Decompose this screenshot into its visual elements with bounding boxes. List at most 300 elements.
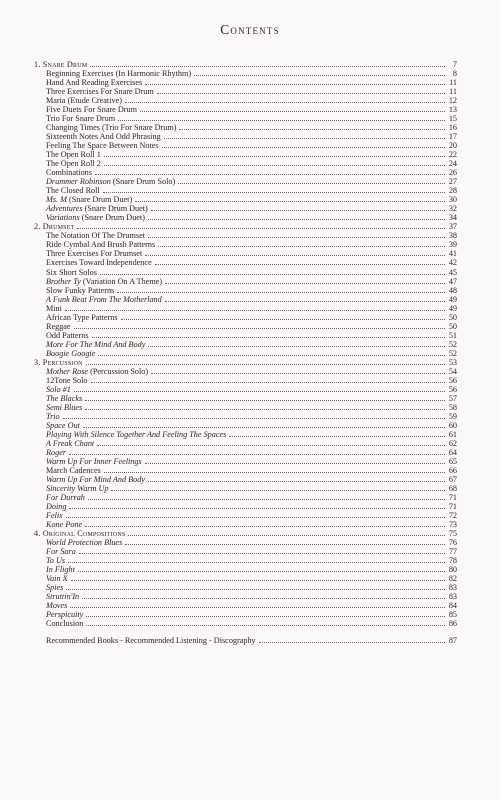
- dot-leader: [74, 391, 445, 392]
- dot-leader: [148, 346, 445, 347]
- toc-entry-title: Trio: [46, 411, 60, 421]
- dot-leader: [117, 292, 445, 293]
- dot-leader: [194, 75, 445, 76]
- toc-entry-label: [46, 601, 68, 610]
- toc-entry-title: Hand And Reading Exercises: [46, 78, 143, 87]
- toc-entry-title: March Cadences: [46, 465, 101, 475]
- toc-entry: [46, 268, 457, 277]
- toc-entry-title: Perspicuity: [46, 610, 84, 620]
- dot-leader: [104, 472, 445, 473]
- toc-entry-title: Playing With Silence Together And Feeling The Spaces: [46, 429, 227, 439]
- toc-entry-label: [46, 322, 72, 331]
- toc-page-number: 80: [448, 565, 457, 575]
- toc-page-number: 62: [448, 438, 457, 448]
- toc-entry: [46, 493, 457, 502]
- toc-entry-title: The Closed Roll: [46, 186, 100, 196]
- toc-entry-label: [46, 636, 257, 645]
- toc-entry-label: [46, 69, 192, 78]
- toc-entry-label: [46, 258, 153, 267]
- dot-leader: [69, 454, 445, 455]
- toc-entry-subtitle: (Variation On A Theme): [80, 276, 163, 286]
- toc-entry-label: [46, 105, 138, 114]
- toc-page-number: 71: [448, 502, 457, 511]
- toc-entry-title: Recommended Books - Recommended Listening - Discography: [46, 636, 256, 646]
- toc-page-number: 7: [452, 60, 457, 69]
- toc-entry: [46, 123, 457, 132]
- toc-entry: [46, 150, 457, 159]
- dot-leader: [229, 436, 445, 437]
- toc-entry-title: 1. Snare Drum: [34, 60, 88, 69]
- toc-entry-title: Beginning Exercises (In Harmonic Rhythm): [46, 69, 192, 78]
- toc-entry-title: Exercises Toward Independence: [46, 258, 152, 268]
- dot-leader: [164, 138, 445, 139]
- toc-entry: [46, 448, 457, 457]
- toc-entry: [46, 96, 457, 105]
- toc-entry-title: Three Exercises For Snare Drum: [46, 87, 154, 97]
- toc-entry-label: [46, 150, 102, 159]
- toc-entry-title: 4. Original Compositions: [34, 529, 126, 538]
- toc-entry: [46, 141, 457, 150]
- dot-leader: [66, 589, 445, 590]
- toc-entry-label: [46, 565, 76, 574]
- toc-page-number: 56: [448, 375, 457, 385]
- toc-page-number: 16: [448, 123, 457, 133]
- toc-entry-title: Six Short Solos: [46, 267, 97, 277]
- toc-page-number: 77: [448, 547, 457, 557]
- dot-leader: [148, 481, 445, 482]
- toc-entry-title: Sixteenth Notes And Odd Phrasing: [46, 132, 161, 142]
- dot-leader: [98, 355, 445, 356]
- toc-entry-label: [46, 619, 84, 628]
- toc-entry-label: [46, 213, 146, 222]
- dot-leader: [91, 382, 445, 383]
- toc-entry-label: [46, 439, 95, 448]
- toc-entry-label: [46, 484, 109, 493]
- toc-page-number: 26: [448, 168, 457, 178]
- dot-leader: [104, 165, 445, 166]
- toc-entry: [46, 78, 457, 87]
- toc-entry: [46, 177, 457, 186]
- toc-entry-title: Slow Funky Patterns: [46, 285, 115, 295]
- toc-page-number: 30: [448, 195, 457, 205]
- dot-leader: [162, 147, 445, 148]
- toc-entry: [46, 204, 457, 213]
- dot-leader: [118, 120, 445, 121]
- toc-entry: [46, 195, 457, 204]
- toc-entry: [46, 394, 457, 403]
- dot-leader: [151, 373, 445, 374]
- dot-leader: [79, 553, 445, 554]
- dot-leader: [165, 301, 445, 302]
- dot-leader: [69, 508, 445, 509]
- toc-entry: [46, 313, 457, 322]
- toc-entry-label: [46, 493, 86, 502]
- toc-entry-label: [46, 511, 64, 520]
- toc-entry: [46, 87, 457, 96]
- toc-entry: [46, 132, 457, 141]
- toc-entry-title: Space Out: [46, 420, 80, 430]
- dot-leader: [140, 111, 445, 112]
- toc-page-number: 50: [448, 321, 457, 331]
- toc-section-heading: [34, 60, 457, 69]
- toc-entry: [46, 412, 457, 421]
- toc-entry-label: [46, 538, 123, 547]
- toc-entry: [46, 547, 457, 556]
- toc-entry-title: The Notation Of The Drumset: [46, 231, 145, 241]
- toc-entry-label: [46, 87, 155, 96]
- toc-entry-title: A Funk Beat From The Motherland: [46, 294, 162, 304]
- toc-entry-label: [34, 60, 88, 69]
- dot-leader: [97, 445, 445, 446]
- dot-leader: [178, 183, 445, 184]
- toc-page-number: 78: [448, 556, 457, 566]
- toc-entry-label: [46, 231, 146, 240]
- toc-section-heading: [34, 222, 457, 231]
- toc-page-number: 68: [448, 483, 457, 493]
- toc-entry-title: Drummer Robinson: [46, 177, 111, 187]
- dot-leader: [78, 571, 445, 572]
- toc-entry: [46, 231, 457, 240]
- toc-page-number: 59: [448, 411, 457, 421]
- toc-entry-title: Roger: [46, 447, 67, 457]
- toc-page-number: 28: [448, 186, 457, 196]
- toc-entry-label: [46, 556, 66, 565]
- dot-leader: [92, 337, 445, 338]
- toc-entry: [46, 322, 457, 331]
- toc-page-number: 60: [448, 420, 457, 430]
- toc-entry: [46, 349, 457, 358]
- toc-entry-label: [34, 222, 75, 231]
- toc-page-number: 12: [448, 96, 457, 106]
- toc-page-number: 83: [448, 592, 457, 602]
- toc-entry: [46, 295, 457, 304]
- toc-entry-label: [46, 177, 176, 186]
- toc-entry: [46, 538, 457, 547]
- toc-entry-label: [46, 96, 123, 105]
- toc-page-number: 54: [448, 366, 457, 376]
- dot-leader: [165, 283, 445, 284]
- toc-entry-label: [46, 78, 143, 87]
- toc-entry: [46, 403, 457, 412]
- toc-entry: [46, 592, 457, 601]
- toc-entry-title: Combinations: [46, 168, 92, 178]
- toc-entry-title: 3. Percussion: [34, 357, 83, 367]
- dot-leader: [86, 616, 445, 617]
- toc-page-number: 66: [448, 465, 457, 475]
- toc-entry: [46, 457, 457, 466]
- dot-leader: [95, 174, 445, 175]
- dot-leader: [125, 102, 445, 103]
- toc-entry-label: [46, 520, 83, 529]
- toc-page-number: 84: [448, 601, 457, 611]
- toc-entry: [46, 385, 457, 394]
- toc-entry-label: [46, 457, 143, 466]
- toc-page-number: 51: [448, 330, 457, 340]
- toc-page-number: 22: [448, 150, 457, 160]
- toc-entry: [46, 430, 457, 439]
- toc-entry: [46, 511, 457, 520]
- toc-entry: [46, 69, 457, 78]
- toc-page-number: 82: [448, 574, 457, 584]
- toc-page-number: 58: [448, 402, 457, 412]
- toc-entry-label: [46, 385, 72, 394]
- toc-entry-title: Trio For Snare Drum: [46, 114, 116, 124]
- toc-entry-label: [46, 295, 163, 304]
- dot-leader: [158, 246, 445, 247]
- toc-page-number: 86: [448, 619, 457, 629]
- toc-entry-label: [46, 394, 83, 403]
- toc-page-number: 11: [449, 78, 457, 87]
- dot-leader: [74, 328, 445, 329]
- toc-entry: [46, 277, 457, 286]
- toc-page-number: 38: [448, 231, 457, 241]
- toc-page-number: 45: [448, 267, 457, 277]
- toc-page-number: 13: [448, 105, 457, 115]
- toc-entry-label: [46, 195, 133, 204]
- toc-entry-label: [46, 159, 102, 168]
- toc-section-heading: [34, 358, 457, 367]
- toc-entry: [46, 213, 457, 222]
- toc-page-number: 17: [448, 132, 457, 142]
- toc-entry-label: [46, 583, 64, 592]
- toc-entry-title: Warm Up For Inner Feelings: [46, 456, 142, 466]
- toc-entry: [46, 565, 457, 574]
- toc-page-number: 27: [448, 177, 457, 187]
- toc-page-number: 67: [448, 474, 457, 484]
- toc-page-number: 50: [448, 312, 457, 322]
- toc-entry: [46, 466, 457, 475]
- toc-entry: [46, 574, 457, 583]
- toc-entry-subtitle: (Snare Drum Duet): [82, 204, 148, 214]
- toc-page-number: 20: [448, 141, 457, 151]
- dot-leader: [111, 490, 445, 491]
- toc-page-number: 47: [448, 276, 457, 286]
- toc-entry-title: Solo #1: [46, 384, 71, 394]
- dot-leader: [66, 517, 445, 518]
- toc-page-number: 52: [448, 348, 457, 358]
- toc-page-number: 76: [448, 538, 457, 548]
- dot-leader: [65, 310, 445, 311]
- toc-page-number: 52: [448, 339, 457, 349]
- toc-page-number: 32: [448, 204, 457, 214]
- toc-entry: [46, 105, 457, 114]
- toc-page-number: 49: [448, 303, 457, 313]
- toc-entry-title: Conclusion: [46, 619, 84, 629]
- toc-entry: [46, 258, 457, 267]
- dot-leader: [85, 526, 445, 527]
- toc-entry-title: The Open Roll 2: [46, 159, 101, 169]
- toc-entry: [46, 601, 457, 610]
- toc-entry-subtitle: (Snare Drum Solo): [110, 177, 176, 187]
- dot-leader: [259, 642, 445, 643]
- dot-leader: [157, 93, 445, 94]
- dot-leader: [145, 84, 445, 85]
- toc-entry-title: Three Exercises For Drumset: [46, 249, 143, 259]
- dot-leader: [88, 499, 445, 500]
- toc-entry: [46, 168, 457, 177]
- toc-entry-subtitle: (Snare Drum Duet): [79, 213, 145, 223]
- toc-entry-title: Warm Up For Mind And Body: [46, 474, 145, 484]
- toc-page-number: 8: [452, 69, 457, 78]
- dot-leader: [179, 129, 445, 130]
- toc-page-number: 71: [448, 493, 457, 502]
- toc-entry-title: 2. Drumset: [34, 222, 75, 232]
- dot-leader: [135, 201, 445, 202]
- toc-entry-title: World Protection Blues: [46, 538, 123, 548]
- toc-entry-title: Doing: [46, 502, 67, 511]
- toc-entry-label: [46, 466, 102, 475]
- toc-entry-label: [46, 448, 67, 457]
- toc-entry-title: 12Tone Solo: [46, 375, 88, 385]
- toc-entry-label: [46, 286, 115, 295]
- dot-leader: [82, 598, 445, 599]
- toc-entry-label: [46, 403, 83, 412]
- toc-entry-title: A Freak Chant: [46, 438, 95, 448]
- toc-page-number: 57: [448, 393, 457, 403]
- toc-entry-title: In Flight: [46, 565, 75, 575]
- toc-page-number: 87: [448, 636, 457, 646]
- toc-entry-label: [46, 547, 77, 556]
- toc-entry: [46, 610, 457, 619]
- toc-page-number: 24: [448, 159, 457, 169]
- toc-entry: [46, 636, 457, 645]
- toc-entry-title: African Type Patterns: [46, 312, 118, 322]
- toc-entry-label: [34, 358, 84, 367]
- toc-page-number: 15: [448, 114, 457, 124]
- toc-entry-label: [46, 123, 177, 132]
- toc-section-heading: [34, 529, 457, 538]
- toc-entry-label: [46, 502, 67, 511]
- toc-page-number: 65: [448, 456, 457, 466]
- toc-entry-title: Feeling The Space Between Notes: [46, 141, 159, 151]
- toc-entry-label: [46, 367, 149, 376]
- toc-entry: [46, 249, 457, 258]
- toc-entry-label: [46, 412, 61, 421]
- toc-entry-title: Adventures: [46, 204, 83, 214]
- dot-leader: [145, 255, 445, 256]
- toc-entry-label: [46, 313, 119, 322]
- toc-entry-label: [46, 186, 101, 195]
- toc-entry-title: More For The Mind And Body: [46, 339, 146, 349]
- toc-entry-label: [46, 592, 80, 601]
- toc-entry-title: Mother Rose: [46, 366, 89, 376]
- toc-page-number: 39: [448, 240, 457, 250]
- toc-page-number: 41: [448, 249, 457, 259]
- dot-leader: [85, 400, 445, 401]
- toc-entry-title: Reggae: [46, 321, 71, 331]
- toc-entry-title: Vain X: [46, 574, 68, 584]
- toc-page-number: 73: [448, 520, 457, 529]
- toc-entry-label: [46, 141, 160, 150]
- toc-entry-title: For Durrah: [46, 493, 85, 502]
- toc-entry-title: Variations: [46, 213, 80, 223]
- dot-leader: [148, 237, 445, 238]
- dot-leader: [63, 418, 445, 419]
- toc-entry-label: [46, 574, 69, 583]
- dot-leader: [86, 625, 445, 626]
- toc-entry-label: [46, 204, 149, 213]
- dot-leader: [77, 228, 445, 229]
- toc-entry-label: [46, 475, 146, 484]
- toc-entry: [46, 240, 457, 249]
- toc-entry-title: Struttin'In: [46, 592, 80, 602]
- toc-entry-title: Semi Blues: [46, 402, 83, 412]
- toc-entry-title: Spies: [46, 583, 64, 593]
- dot-leader: [128, 535, 445, 536]
- toc-page-number: 56: [448, 384, 457, 394]
- toc-entry: [46, 475, 457, 484]
- toc-entry: [46, 114, 457, 123]
- toc-entry: [46, 484, 457, 493]
- toc-entry: [46, 376, 457, 385]
- toc-entry: [46, 286, 457, 295]
- toc-entry: [46, 304, 457, 313]
- toc-entry: [46, 421, 457, 430]
- toc-entry-title: The Open Roll 1: [46, 150, 101, 160]
- toc-entry: [46, 186, 457, 195]
- toc-entry-title: Felix: [46, 511, 63, 520]
- toc-page-number: 72: [448, 511, 457, 520]
- dot-leader: [90, 66, 445, 67]
- toc-entry-label: [46, 240, 156, 249]
- toc-page-number: 48: [448, 285, 457, 295]
- toc-entry-label: [46, 277, 163, 286]
- toc-entry-label: [46, 249, 143, 258]
- toc-entry: [46, 159, 457, 168]
- toc-entry-title: For Sara: [46, 547, 76, 557]
- toc-entry-label: [46, 376, 89, 385]
- toc-entry-label: [46, 132, 162, 141]
- dot-leader: [103, 192, 445, 193]
- toc-entry-subtitle: (Snare Drum Duet): [66, 195, 133, 205]
- toc-entry-label: [46, 349, 96, 358]
- toc-entry-title: Changing Times (Trio For Snare Drum): [46, 123, 177, 133]
- toc-page-number: 83: [448, 583, 457, 593]
- toc-page-number: 61: [448, 429, 457, 439]
- dot-leader: [70, 607, 445, 608]
- toc-entry-title: To Us: [46, 556, 66, 566]
- toc-entry-title: Five Duets For Snare Drum: [46, 105, 137, 115]
- toc-entry-label: [34, 529, 126, 538]
- dot-leader: [121, 319, 445, 320]
- toc-entry-title: Maria (Etude Creative): [46, 96, 122, 106]
- toc-entry: [46, 502, 457, 511]
- dot-leader: [104, 156, 445, 157]
- toc-page-number: 49: [448, 294, 457, 304]
- toc-page-number: 85: [448, 610, 457, 620]
- toc-entry-label: [46, 430, 227, 439]
- toc-entry: [46, 331, 457, 340]
- dot-leader: [145, 463, 445, 464]
- toc-entry: [46, 340, 457, 349]
- toc-entry-title: The Blacks: [46, 393, 83, 403]
- toc-entry-label: [46, 421, 81, 430]
- toc-entry: [46, 556, 457, 565]
- toc-entry-subtitle: (Percussion Solo): [88, 366, 149, 376]
- toc-entry-title: Sincerity Warm Up: [46, 483, 109, 493]
- toc-entry-title: Moves: [46, 601, 68, 611]
- dot-leader: [71, 580, 445, 581]
- toc-entry-title: Ride Cymbal And Brush Patterns: [46, 240, 156, 250]
- toc-page-number: 11: [449, 87, 457, 97]
- dot-leader: [85, 409, 445, 410]
- dot-leader: [68, 562, 445, 563]
- toc-page-number: 53: [448, 357, 457, 367]
- dot-leader: [155, 264, 445, 265]
- toc-entry-label: [46, 268, 98, 277]
- toc-entry-title: Boogie Googie: [46, 348, 96, 358]
- dot-leader: [151, 210, 445, 211]
